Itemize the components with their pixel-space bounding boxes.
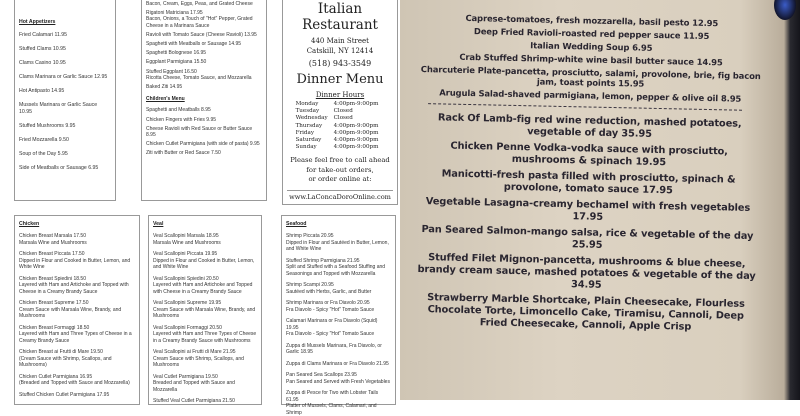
menu-item <box>286 372 391 385</box>
section-heading: Hot Appetizers <box>19 19 56 25</box>
menu-item-title: Hot Antipasto 14.95 <box>19 88 65 94</box>
menu-item <box>286 343 391 356</box>
menu-item <box>19 233 135 246</box>
menu-item <box>19 102 111 116</box>
menu-item-description: Pan Seared and Served with Fresh Vegetables <box>286 378 390 385</box>
menu-item-description: Fra Diavolo - Spicy "Hot" Tomato Sauce <box>286 306 375 313</box>
special-item: Manicotti-fresh pasta filled with prosciutto, spinach & provolone, tomato sauce 17.95 <box>441 168 736 197</box>
address-line: 440 Main Street <box>311 37 369 45</box>
menu-item <box>19 349 135 369</box>
menu-item <box>146 69 262 81</box>
menu-item <box>153 325 257 345</box>
hours-time: 4:00pm-9:00pm <box>333 129 379 136</box>
menu-item-description: Cream Sauce with Shrimp, Scallops, and Mushrooms <box>153 355 244 368</box>
address-line: Catskill, NY 12414 <box>306 47 374 55</box>
menu-item <box>146 10 262 29</box>
menu-item <box>19 46 111 53</box>
menu-title: Dinner Menu <box>296 72 384 87</box>
menu-item <box>286 390 391 416</box>
childrens-menu-list <box>146 107 262 156</box>
menu-item-title: Chicken Breast Piccata 17.50 <box>19 251 85 257</box>
menu-item-description: Fra Diavolo - Spicy "Hot" Tomato Sauce <box>286 331 375 337</box>
special-item: Chicken Penne Vodka-vodka sauce with prosciutto, mushrooms & spinach 19.95 <box>450 140 728 169</box>
menu-item <box>146 117 262 123</box>
hours-row <box>296 101 385 108</box>
menu-item-title: Spaghetti Bolognese 16.95 <box>146 50 207 57</box>
menu-item-title: Fried Calamari 11.95 <box>19 32 68 38</box>
menu-item-title: Chicken Breast Formaggi 18.50 <box>19 324 90 331</box>
menu-item-description: Bacon, Onions, a Touch of "Hot" Pepper, Grated Cheese in a Marinara Sauce <box>146 16 253 29</box>
hours-row <box>296 115 385 122</box>
hours-day: Sunday <box>295 144 317 151</box>
menu-item-title: Shrimp Marinara or Fra Diavolo 20.95 <box>286 300 370 306</box>
menu-item-description: Layered with Ham and Artichoke and Topped with Cheese in a Creamy Brandy Sauce <box>153 282 253 295</box>
menu-item-title: Chicken Breast Spiedini 18.50 <box>19 275 86 282</box>
pasta-panel <box>141 0 267 201</box>
menu-item-title: Spaghetti with Meatballs or Sausage 14.95 <box>146 41 242 48</box>
menu-item-title: Ravioli with Tomato Sauce (Cheese Ravioli) 13.95 <box>146 31 257 38</box>
menu-item <box>286 361 391 368</box>
menu-item-title: Veal Scallopini Formaggi 20.50 <box>153 324 222 331</box>
menu-item-description: Layered with Ham and Three Types of Cheese in a Creamy Brandy Sauce <box>19 331 132 344</box>
menu-item-title: Veal Cutlet Parmigiana 19.50 <box>153 373 218 380</box>
menu-item-title: Chicken Breast Supreme 17.50 <box>19 300 89 306</box>
restaurant-title: Italian Restaurant <box>302 1 378 33</box>
menu-item <box>153 300 257 320</box>
hours-row <box>296 137 385 144</box>
chicken-panel <box>14 215 140 405</box>
hours-row <box>296 108 385 115</box>
hours-time: Closed <box>333 108 353 115</box>
menu-item <box>19 300 135 320</box>
menu-item-title: Bacon, Cream, Eggs, Peas, and Grated Cheese <box>146 1 253 7</box>
special-item: Deep Fried Ravioli-roasted red pepper sauce 11.95 <box>473 26 710 42</box>
menu-item <box>146 59 262 65</box>
special-item: Caprese-tomatoes, fresh mozzarella, basil pesto 12.95 <box>465 12 719 29</box>
menu-item <box>146 150 262 156</box>
menu-item <box>153 374 257 394</box>
menu-item-title: Mussels Marinara or Garlic Sauce 10.95 <box>19 102 98 115</box>
menu-item-title: Cheese Ravioli with Red Sauce or Butter Sauce 8.95 <box>146 125 253 139</box>
menu-item-title: Spaghetti and Meatballs 8.95 <box>146 107 211 114</box>
menu-item-description: Dipped in Flour and Cooked in Butter, Lemon, and White Wine <box>19 257 131 270</box>
cover-panel <box>282 0 398 205</box>
menu-item-title: Stuffed Clams 10.95 <box>19 46 66 52</box>
special-item: Charcuterie Plate-pancetta, prosciutto, salami, provolone, brie, fig bacon jam, toast points 15.95 <box>420 63 761 89</box>
menu-item <box>19 392 135 399</box>
hours-day: Thursday <box>295 122 323 129</box>
menu-item-title: Rigatoni Matriciana 17.95 <box>146 10 203 17</box>
menu-item-title: Stuffed Veal Cutlet Parmigiana 21.50 <box>153 398 235 404</box>
hours-heading: Dinner Hours <box>315 91 365 99</box>
seafood-panel <box>281 215 396 416</box>
hours-row <box>296 130 385 137</box>
menu-item-title: Stuffed Shrimp Parmigiana 21.95 <box>286 257 360 264</box>
menu-item <box>146 50 262 56</box>
menu-item-description: Dipped in Flour and Sautéed in Butter, Lemon, and White Wine <box>286 239 389 252</box>
menu-item-description: Breaded and Topped with Sauce and Mozzarella <box>153 380 235 393</box>
menu-item-title: Veal Scallopini ai Frutti di Mare 21.95 <box>153 349 236 355</box>
hours-time: 4:00pm-9:00pm <box>333 144 379 151</box>
menu-item-description: Marsala Wine and Mushrooms <box>153 239 221 246</box>
menu-item-title: Zuppa di Mussels Marinara, Fra Diavolo, or Garlic 18.95 <box>286 342 382 355</box>
seafood-list <box>286 233 391 416</box>
address <box>287 36 393 56</box>
menu-item <box>19 32 111 39</box>
menu-item <box>153 251 257 271</box>
takeout-note <box>287 156 393 185</box>
menu-item-title: Shrimp Piccata 20.95 <box>286 233 334 239</box>
special-item: Italian Wedding Soup 6.95 <box>530 40 653 53</box>
menu-item <box>146 1 262 7</box>
menu-item-title: Side of Meatballs or Sausage 6.95 <box>19 165 99 171</box>
hot-appetizers-panel <box>14 0 116 201</box>
menu-item <box>153 349 257 369</box>
menu-item-title: Zuppa di Pesce for Two with Lobster Tails 61.95 <box>286 390 379 403</box>
menu-item <box>146 141 262 147</box>
menu-item-description: Sautéed with Herbs, Garlic, and Butter <box>286 288 372 295</box>
menu-item-title: Chicken Cutlet Parmigiana (with side of pasta) 9.95 <box>146 141 260 148</box>
menu-item-description: (Breaded and Topped with Sauce and Mozzarella) <box>19 380 130 386</box>
menu-item-description: Cream Sauce with Marsala Wine, Brandy, and Mushrooms <box>19 306 122 319</box>
special-item: Arugula Salad-shaved parmigiana, lemon, pepper & olive oil 8.95 <box>439 87 742 104</box>
menu-item-title: Stuffed Mushrooms 9.95 <box>19 123 76 129</box>
menu-item-title: Veal Scallopini Marsala 18.95 <box>153 233 219 239</box>
menu-item <box>286 300 391 313</box>
special-item: Strawberry Marble Shortcake, Plain Cheesecake, Flourless Chocolate Torte, Limoncello Cake, Tiramisu, Cannoli, Deep Fried Cheesecake, Cannoli, Apple Crisp <box>427 292 745 333</box>
hot-appetizers-list <box>19 32 111 172</box>
menu-item-description: Layered with Ham and Artichoke and Topped with Cheese in a Creamy Brandy Sauce <box>19 282 129 295</box>
menu-item <box>146 41 262 47</box>
menu-item-title: Veal Scallopini Piccata 19.95 <box>153 251 218 257</box>
menu-item-title: Chicken Fingers with Fries 9.95 <box>146 116 217 123</box>
hours-time: 4:00pm-9:00pm <box>333 122 379 129</box>
hours-time: Closed <box>333 115 353 122</box>
menu-item-title: Chicken Cutlet Parmigiana 16.95 <box>19 373 93 380</box>
menu-item <box>19 251 135 271</box>
hours-row <box>296 144 385 151</box>
hours-table <box>296 101 385 151</box>
menu-item <box>146 107 262 113</box>
menu-item <box>153 398 257 405</box>
section-heading: Chicken <box>19 221 40 227</box>
menu-item <box>146 32 262 38</box>
menu-item-description: Platter of Mussels, Clams, Calamari, and Shrimp <box>286 403 377 416</box>
menu-item-title: Shrimp Scampi 20.95 <box>286 282 334 288</box>
menu-item-title: Soup of the Day 5.95 <box>19 151 68 157</box>
menu-item-title: Fried Mozzarella 9.50 <box>19 137 69 143</box>
section-heading: Veal <box>153 221 164 227</box>
menu-item-title: Chicken Breast ai Frutti di Mare 19.50 <box>19 349 103 355</box>
menu-item-title: Eggplant Parmigiana 15.50 <box>146 59 207 66</box>
menu-item <box>19 74 111 81</box>
hours-row <box>296 123 385 130</box>
menu-item <box>19 374 135 387</box>
hours-time: 4:00pm-9:00pm <box>333 101 379 107</box>
special-item: Pan Seared Salmon-mango salsa, rice & vegetable of the day 25.95 <box>421 224 754 251</box>
special-item: Rack Of Lamb-fig red wine reduction, mashed potatoes, vegetable of day 35.95 <box>437 112 742 140</box>
menu-item-title: Veal Scallopini Supreme 19.95 <box>153 300 222 306</box>
note-line: for take-out orders, <box>306 165 374 174</box>
special-item: Crab Stuffed Shrimp-white wine basil butter sauce 14.95 <box>459 51 723 68</box>
veal-list <box>153 233 257 405</box>
menu-item-title: Zuppa di Clams Marinara or Fra Diavolo 21.95 <box>286 360 389 367</box>
menu-item-title: Chicken Breast Marsala 17.50 <box>19 233 86 239</box>
menu-item-description: Dipped in Flour and Cooked in Butter, Lemon, and White Wine <box>153 257 255 270</box>
chicken-list <box>19 233 135 398</box>
specials-entrees <box>415 112 759 335</box>
specials-menu-photo <box>400 0 800 400</box>
menu-item-description: (Cream Sauce with Shrimp, Scallops, and Mushrooms) <box>19 355 112 368</box>
menu-item <box>153 276 257 296</box>
menu-item <box>286 233 391 253</box>
blue-light <box>774 0 796 20</box>
menu-item-title: Ziti with Butter or Red Sauce 7.50 <box>146 150 221 157</box>
menu-item <box>19 60 111 67</box>
menu-item <box>286 258 391 278</box>
menu-item-title: Stuffed Eggplant 16.50 <box>146 68 197 75</box>
menu-item <box>286 282 391 295</box>
menu-item-title: Veal Scallopini Spiedini 20.50 <box>153 275 219 282</box>
menu-item-title: Pan Seared Sea Scallops 23.95 <box>286 372 357 378</box>
hours-day: Saturday <box>295 137 322 144</box>
menu-item-description: Cream Sauce with Marsala Wine, Brandy, and Mushrooms <box>153 306 256 319</box>
menu-item <box>286 318 391 338</box>
menu-item <box>153 233 257 246</box>
menu-item <box>19 165 111 172</box>
menu-item-description: Split and Stuffed with a Seafood Stuffing and Seasonings and Topped with Mozzarella <box>286 264 386 277</box>
menu-item <box>19 151 111 158</box>
section-heading: Children's Menu <box>146 96 185 103</box>
menu-item-description: Layered with Ham and Three Types of Cheese in a Creamy Brandy Sauce with Mushrooms <box>153 331 257 344</box>
menu-item <box>19 88 111 95</box>
hours-day: Monday <box>295 101 319 107</box>
phone-number: (518) 943-3549 <box>308 59 372 68</box>
dashed-divider <box>428 103 742 111</box>
veal-panel <box>148 215 262 405</box>
note-line: or order online at: <box>308 175 372 184</box>
menu-item <box>19 276 135 296</box>
menu-item <box>146 126 262 138</box>
menu-item-description: Marsala Wine and Mushrooms <box>19 239 87 246</box>
note-line: Please feel free to call ahead <box>290 156 390 165</box>
special-item: Stuffed Filet Mignon-pancetta, mushrooms & blue cheese, brandy cream sauce, mashed potatoes & vegetable of the day 34.95 <box>417 252 756 291</box>
hours-day: Friday <box>295 129 314 136</box>
menu-item-description: Ricotta Cheese, Tomato Sauce, and Mozzarella <box>146 74 252 81</box>
menu-item <box>19 137 111 144</box>
menu-item <box>19 123 111 130</box>
menu-item <box>146 84 262 90</box>
section-heading: Seafood <box>286 221 307 227</box>
special-item: Vegetable Lasagna-creamy bechamel with fresh vegetables 17.95 <box>425 196 751 223</box>
hours-time: 4:00pm-9:00pm <box>333 137 379 144</box>
menu-item-title: Clams Marinara or Garlic Sauce 12.95 <box>19 74 108 80</box>
pasta-list <box>146 1 262 90</box>
hours-day: Wednesday <box>295 115 328 122</box>
hours-day: Tuesday <box>295 108 320 115</box>
menu-item-title: Stuffed Chicken Cutlet Parmigiana 17.95 <box>19 391 110 398</box>
menu-item-title: Baked Ziti 14.95 <box>146 84 183 91</box>
menu-item-title: Calamari Marinara or Fra Diavolo (Squid) 19.95 <box>286 318 378 331</box>
menu-item-title: Clams Casino 10.95 <box>19 60 66 66</box>
specials-appetizers <box>420 12 762 104</box>
website-link[interactable]: www.LaConcaDoroOnline.com <box>287 190 393 201</box>
menu-item <box>19 325 135 345</box>
